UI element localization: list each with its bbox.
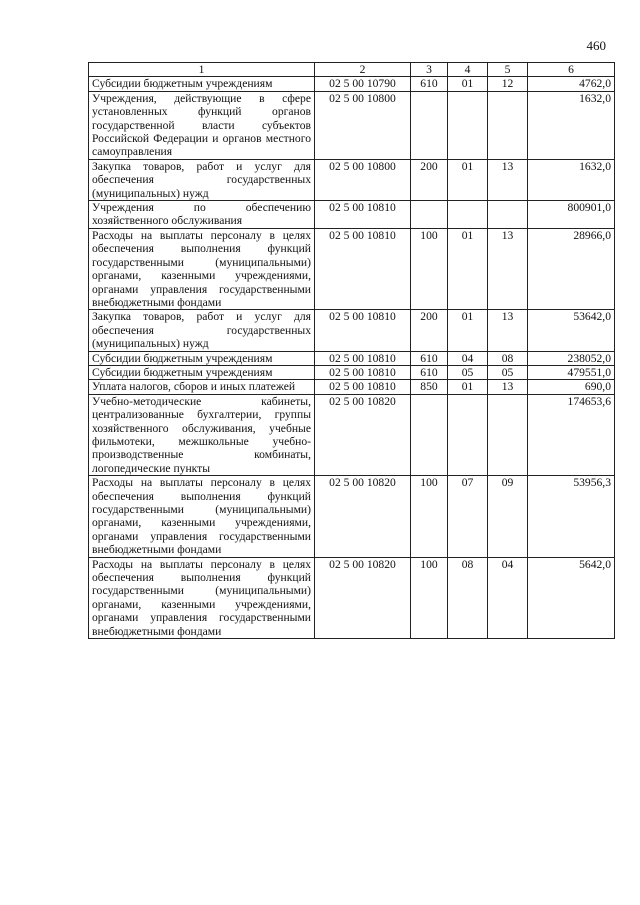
expense-type-cell: 610	[411, 365, 448, 379]
subsection-code-cell	[488, 394, 528, 475]
table-row	[89, 476, 615, 557]
target-code-cell: 02 5 00 10820	[315, 394, 411, 475]
section-code-cell: 01	[448, 228, 488, 309]
amount-cell: 1632,0	[528, 159, 615, 200]
column-header: 1	[89, 63, 315, 77]
page-number: 460	[586, 38, 606, 53]
section-code-cell	[448, 91, 488, 159]
expense-type-cell: 610	[411, 77, 448, 91]
target-code-cell: 02 5 00 10800	[315, 159, 411, 200]
amount-cell: 174653,6	[528, 394, 615, 475]
expenditure-name-cell: Уплата налогов, сборов и иных платежей	[89, 380, 315, 394]
table-row	[89, 557, 615, 638]
amount-cell: 690,0	[528, 380, 615, 394]
column-header: 2	[315, 63, 411, 77]
subsection-code-cell: 13	[488, 159, 528, 200]
section-code-cell: 01	[448, 380, 488, 394]
table-row	[89, 351, 615, 365]
expense-type-cell: 100	[411, 476, 448, 557]
target-code-cell: 02 5 00 10790	[315, 77, 411, 91]
section-code-cell: 08	[448, 557, 488, 638]
amount-cell: 5642,0	[528, 557, 615, 638]
subsection-code-cell: 13	[488, 380, 528, 394]
target-code-cell: 02 5 00 10810	[315, 351, 411, 365]
amount-cell: 4762,0	[528, 77, 615, 91]
expenditure-name-cell: Учебно-методические кабинеты, централизованные бухгалтерии, группы хозяйственного обслуживания, учебные фильмотеки, межшкольные учебно-производственные комбинаты, логопедические пункты	[89, 394, 315, 475]
expense-type-cell: 850	[411, 380, 448, 394]
budget-table	[88, 62, 615, 639]
amount-cell: 1632,0	[528, 91, 615, 159]
table-row	[89, 201, 615, 229]
table-row	[89, 228, 615, 309]
target-code-cell: 02 5 00 10810	[315, 228, 411, 309]
subsection-code-cell: 09	[488, 476, 528, 557]
target-code-cell: 02 5 00 10800	[315, 91, 411, 159]
section-code-cell: 05	[448, 365, 488, 379]
amount-cell: 800901,0	[528, 201, 615, 229]
table-row	[89, 380, 615, 394]
section-code-cell: 04	[448, 351, 488, 365]
subsection-code-cell: 12	[488, 77, 528, 91]
expenditure-name-cell: Расходы на выплаты персоналу в целях обеспечения выполнения функций государственными (муниципальными) органами, казенными учреждениями, органами управления государственными внебюджетными фондами	[89, 228, 315, 309]
expenditure-name-cell: Расходы на выплаты персоналу в целях обеспечения выполнения функций государственными (муниципальными) органами, казенными учреждениями, органами управления государственными внебюджетными фондами	[89, 557, 315, 638]
column-header: 5	[488, 63, 528, 77]
expenditure-name-cell: Расходы на выплаты персоналу в целях обеспечения выполнения функций государственными (муниципальными) органами, казенными учреждениями, органами управления государственными внебюджетными фондами	[89, 476, 315, 557]
target-code-cell: 02 5 00 10810	[315, 310, 411, 351]
subsection-code-cell: 13	[488, 310, 528, 351]
amount-cell: 28966,0	[528, 228, 615, 309]
expense-type-cell	[411, 91, 448, 159]
expense-type-cell: 200	[411, 310, 448, 351]
expenditure-name-cell: Учреждения, действующие в сфере установленных функций органов государственной власти субъектов Российской Федерации и органов местного самоуправления	[89, 91, 315, 159]
table-row	[89, 77, 615, 91]
section-code-cell: 01	[448, 310, 488, 351]
expense-type-cell: 610	[411, 351, 448, 365]
expenditure-name-cell: Субсидии бюджетным учреждениям	[89, 365, 315, 379]
table-row	[89, 91, 615, 159]
table-header-row	[89, 63, 615, 77]
section-code-cell: 07	[448, 476, 488, 557]
section-code-cell: 01	[448, 159, 488, 200]
amount-cell: 53956,3	[528, 476, 615, 557]
target-code-cell: 02 5 00 10810	[315, 365, 411, 379]
expense-type-cell	[411, 201, 448, 229]
subsection-code-cell	[488, 91, 528, 159]
column-header: 6	[528, 63, 615, 77]
section-code-cell: 01	[448, 77, 488, 91]
table-row	[89, 159, 615, 200]
subsection-code-cell	[488, 201, 528, 229]
target-code-cell: 02 5 00 10820	[315, 557, 411, 638]
subsection-code-cell: 05	[488, 365, 528, 379]
table-row	[89, 365, 615, 379]
section-code-cell	[448, 394, 488, 475]
expenditure-name-cell: Субсидии бюджетным учреждениям	[89, 77, 315, 91]
target-code-cell: 02 5 00 10810	[315, 201, 411, 229]
column-header: 4	[448, 63, 488, 77]
amount-cell: 238052,0	[528, 351, 615, 365]
amount-cell: 53642,0	[528, 310, 615, 351]
expense-type-cell: 200	[411, 159, 448, 200]
expenditure-name-cell: Закупка товаров, работ и услуг для обеспечения государственных (муниципальных) нужд	[89, 159, 315, 200]
amount-cell: 479551,0	[528, 365, 615, 379]
expenditure-name-cell: Учреждения по обеспечению хозяйственного обслуживания	[89, 201, 315, 229]
table-row	[89, 394, 615, 475]
expense-type-cell: 100	[411, 228, 448, 309]
expenditure-name-cell: Субсидии бюджетным учреждениям	[89, 351, 315, 365]
expenditure-name-cell: Закупка товаров, работ и услуг для обеспечения государственных (муниципальных) нужд	[89, 310, 315, 351]
target-code-cell: 02 5 00 10810	[315, 380, 411, 394]
subsection-code-cell: 13	[488, 228, 528, 309]
column-header: 3	[411, 63, 448, 77]
subsection-code-cell: 04	[488, 557, 528, 638]
expense-type-cell	[411, 394, 448, 475]
expense-type-cell: 100	[411, 557, 448, 638]
subsection-code-cell: 08	[488, 351, 528, 365]
section-code-cell	[448, 201, 488, 229]
target-code-cell: 02 5 00 10820	[315, 476, 411, 557]
table-row	[89, 310, 615, 351]
